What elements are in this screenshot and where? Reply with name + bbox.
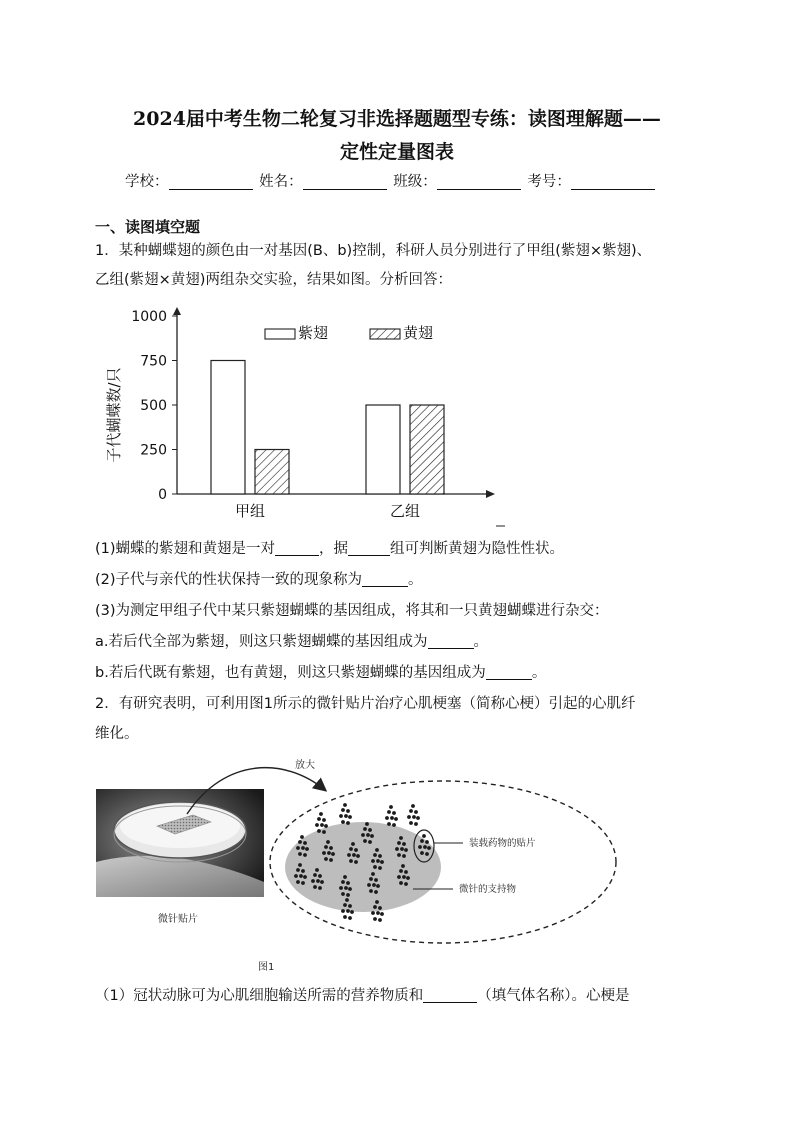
name-blank[interactable] [303, 173, 387, 190]
microneedle-dot [392, 811, 396, 815]
microneedle-dot [300, 835, 304, 839]
y-tick-label: 500 [140, 398, 167, 414]
microneedle-dot [341, 808, 345, 812]
class-blank[interactable] [437, 173, 521, 190]
section-heading: 一、读图填空题 [95, 218, 201, 236]
microneedle-dot [373, 853, 377, 857]
microneedle-dot [404, 848, 408, 852]
answer-blank[interactable] [275, 539, 319, 556]
microneedle-dot [418, 845, 422, 849]
q2-stem-line1: 2．有研究表明，可利用图1所示的微针贴片治疗心肌梗塞（简称心梗）引起的心肌纤 [95, 696, 636, 712]
microneedle-dot [348, 916, 352, 920]
microneedle-dot [411, 804, 415, 808]
microneedle-dot [348, 904, 352, 908]
microneedle-dot [303, 853, 307, 857]
microneedle-dot [412, 815, 416, 819]
document-title-line1: 2024届中考生物二轮复习非选择题题型专练：读图理解题—— [133, 108, 661, 130]
school-label: 学校： [125, 174, 169, 190]
microneedle-dot [327, 851, 331, 855]
microneedle-dot [339, 886, 343, 890]
microneedle-dot [372, 883, 376, 887]
microneedle-dot [394, 817, 398, 821]
y-axis-arrow [173, 307, 181, 315]
microneedle-dot [296, 846, 300, 850]
microneedle-dot [296, 868, 300, 872]
microneedle-dot [344, 814, 348, 818]
microneedle-dot [346, 821, 350, 825]
figure-label: 图1 [258, 962, 275, 973]
microneedle-dot [356, 854, 360, 858]
x-category-label: 乙组 [389, 502, 421, 520]
q2-sub1: （1）冠状动脉可为心肌细胞输送所需的营养物质和 （填气体名称）。心梗是 [95, 988, 630, 1004]
microneedle-dot [407, 815, 411, 819]
microneedle-dot [313, 885, 317, 889]
microneedle-dot [378, 906, 382, 910]
microneedle-dot [402, 854, 406, 858]
microneedle-dot [409, 809, 413, 813]
class-label: 班级： [393, 174, 437, 190]
microneedle-dot [420, 839, 424, 843]
microneedle-dot [346, 893, 350, 897]
microneedle-dot [341, 820, 345, 824]
bar-purple-wing [366, 405, 400, 494]
microneedle-dot [349, 859, 353, 863]
microneedle-dot [303, 841, 307, 845]
microneedle-dot [296, 880, 300, 884]
support-label: 微针的支持物 [459, 884, 517, 895]
microneedle-dot [389, 805, 393, 809]
microneedle-dot [400, 847, 404, 851]
bar-yellow-wing [255, 450, 289, 495]
answer-blank[interactable] [428, 632, 474, 649]
microneedle-dot [390, 816, 394, 820]
microneedle-dot [373, 865, 377, 869]
x-category-label: 甲组 [234, 502, 266, 520]
microneedle-dot [294, 874, 298, 878]
microneedle-dot [361, 833, 365, 837]
microneedle-dot [343, 903, 347, 907]
microneedle-dot [376, 911, 380, 915]
q1-bar-chart [95, 298, 505, 530]
microneedle-dot [305, 847, 309, 851]
bar-purple-wing [211, 361, 245, 495]
microneedle-dot [322, 830, 326, 834]
patch-caption: 微针贴片 [158, 914, 198, 925]
microneedle-dot [345, 898, 349, 902]
microneedle-dot [298, 852, 302, 856]
microneedle-dot [406, 876, 410, 880]
microneedle-dot [427, 846, 431, 850]
microneedle-dot [385, 816, 389, 820]
microneedle-dot [341, 892, 345, 896]
microneedle-dot [354, 848, 358, 852]
microneedle-dot [423, 845, 427, 849]
q1-sub2: (2)子代与亲代的性状保持一致的现象称为 。 [95, 572, 423, 588]
answer-blank[interactable] [486, 663, 532, 680]
microneedle-dot [329, 846, 333, 850]
microneedle-dot [425, 852, 429, 856]
microneedle-dot [316, 879, 320, 883]
microneedle-dot [301, 846, 305, 850]
microneedle-dot [380, 912, 384, 916]
answer-blank[interactable] [348, 539, 390, 556]
microneedle-dot [318, 874, 322, 878]
number-blank[interactable] [571, 173, 655, 190]
microneedle-dot [324, 824, 328, 828]
microneedle-dot [348, 815, 352, 819]
microneedle-dot [378, 866, 382, 870]
microneedle-dot [387, 810, 391, 814]
microneedle-dot [299, 874, 303, 878]
microneedle-dot [343, 915, 347, 919]
microneedle-dot [397, 853, 401, 857]
enlarge-label: 放大 [295, 760, 315, 771]
microneedle-dot [341, 880, 345, 884]
microneedle-dot [378, 854, 382, 858]
microneedle-dot [348, 887, 352, 891]
microneedle-dot [376, 859, 380, 863]
microneedle-dot [322, 818, 326, 822]
microneedle-dot [319, 812, 323, 816]
microneedle-dot [366, 833, 370, 837]
bar-yellow-wing [410, 405, 444, 494]
legend-swatch [265, 329, 295, 339]
microneedle-dot [375, 900, 379, 904]
microneedle-dot [354, 860, 358, 864]
y-tick-label: 250 [140, 442, 167, 459]
legend-label: 黄翅 [403, 324, 434, 342]
answer-blank[interactable] [362, 570, 408, 587]
microneedle-dot [324, 857, 328, 861]
microneedle-dot [368, 828, 372, 832]
microneedle-dot [409, 821, 413, 825]
microneedle-dot [399, 836, 403, 840]
number-label: 考号： [527, 174, 571, 190]
microneedle-dot [414, 822, 418, 826]
microneedle-dot [313, 873, 317, 877]
microneedle-dot [369, 877, 373, 881]
microneedle-dot [320, 823, 324, 827]
microneedle-dot [371, 872, 375, 876]
microneedle-dot [352, 853, 356, 857]
microneedle-dot [350, 910, 354, 914]
legend-label: 紫翅 [298, 324, 329, 342]
microneedle-dot [311, 879, 315, 883]
microneedle-dot [346, 909, 350, 913]
microneedle-patch-photo [96, 789, 264, 897]
microneedle-dot [346, 881, 350, 885]
legend-swatch [370, 329, 400, 339]
microneedle-dot [343, 875, 347, 879]
y-axis-label: 子代蝴蝶数/只 [105, 367, 123, 463]
microneedle-dot [363, 839, 367, 843]
y-tick-label: 0 [158, 487, 167, 503]
microneedle-dot [317, 817, 321, 821]
microneedle-dot [376, 884, 380, 888]
microneedle-dot [387, 822, 391, 826]
figure-1-microneedle [95, 752, 695, 977]
student-info-row [125, 170, 657, 191]
microneedle-dot [401, 864, 405, 868]
school-blank[interactable] [169, 173, 253, 190]
microneedle-dot [369, 889, 373, 893]
q1-sub3a: a.若后代全部为紫翅，则这只紫翅蝴蝶的基因组成为 。 [95, 634, 488, 650]
microneedle-dot [397, 875, 401, 879]
q2-stem-line2: 维化。 [95, 726, 139, 742]
microneedle-dot [317, 829, 321, 833]
microneedle-dot [343, 803, 347, 807]
microneedle-dot [402, 875, 406, 879]
drug-patch-label: 装载药物的贴片 [469, 838, 536, 849]
microneedle-dot [301, 881, 305, 885]
microneedle-dot [301, 869, 305, 873]
microneedle-dot [378, 918, 382, 922]
microneedle-dot [414, 810, 418, 814]
microneedle-dot [397, 841, 401, 845]
answer-blank[interactable] [423, 986, 477, 1003]
microneedle-dot [315, 823, 319, 827]
y-tick-label: 750 [140, 353, 167, 370]
microneedle-dot [315, 868, 319, 872]
microneedle-dot [420, 851, 424, 855]
microneedle-dot [416, 816, 420, 820]
microneedle-dot [371, 911, 375, 915]
microneedle-dot [347, 853, 351, 857]
microneedle-dot [322, 851, 326, 855]
microneedle-dot [425, 840, 429, 844]
microneedle-dot [349, 847, 353, 851]
microneedle-dot [298, 840, 302, 844]
microneedle-dot [392, 823, 396, 827]
microneedle-dot [373, 917, 377, 921]
microneedle-dot [373, 905, 377, 909]
microneedle-dot [402, 842, 406, 846]
y-tick-label: 1000 [131, 309, 167, 325]
microneedle-dot [374, 878, 378, 882]
microneedle-dot [329, 858, 333, 862]
microneedle-dot [320, 880, 324, 884]
microneedle-dot [404, 882, 408, 886]
q1-stem-line2: 乙组(紫翅×黄翅)两组杂交实验，结果如图。分析回答： [95, 272, 452, 288]
microneedle-dot [351, 842, 355, 846]
microneedle-dot [399, 881, 403, 885]
document-title-line2: 定性定量图表 [339, 141, 454, 163]
microneedle-dot [404, 870, 408, 874]
q1-sub1: (1)蝴蝶的紫翅和黄翅是一对 ，据 组可判断黄翅为隐性性状。 [95, 541, 565, 557]
microneedle-dot [326, 840, 330, 844]
q1-stem-line1: 1．某种蝴蝶翅的颜色由一对基因(B、b)控制，科研人员分别进行了甲组(紫翅×紫翅)、 [95, 243, 652, 259]
microneedle-dot [344, 886, 348, 890]
microneedle-dot [368, 840, 372, 844]
microneedle-dot [363, 827, 367, 831]
microneedle-dot [367, 883, 371, 887]
microneedle-dot [298, 863, 302, 867]
microneedle-dot [370, 834, 374, 838]
microneedle-dot [346, 809, 350, 813]
microneedle-dot [365, 822, 369, 826]
microneedle-dot [380, 860, 384, 864]
microneedle-dot [331, 852, 335, 856]
q1-sub3b: b.若后代既有紫翅，也有黄翅，则这只紫翅蝴蝶的基因组成为 。 [95, 665, 547, 681]
microneedle-dot [399, 869, 403, 873]
microneedle-dot [339, 814, 343, 818]
microneedle-dot [375, 848, 379, 852]
x-axis-arrow [486, 490, 495, 498]
microneedle-dot [318, 886, 322, 890]
microneedle-dot [303, 875, 307, 879]
q1-sub3: (3)为测定甲组子代中某只紫翅蝴蝶的基因组成，将其和一只黄翅蝴蝶进行杂交： [95, 603, 609, 619]
microneedle-dot [324, 845, 328, 849]
microneedle-dot [395, 847, 399, 851]
microneedle-dot [422, 834, 426, 838]
name-label: 姓名： [259, 174, 303, 190]
microneedle-dot [374, 890, 378, 894]
microneedle-dot [341, 909, 345, 913]
microneedle-dot [371, 859, 375, 863]
